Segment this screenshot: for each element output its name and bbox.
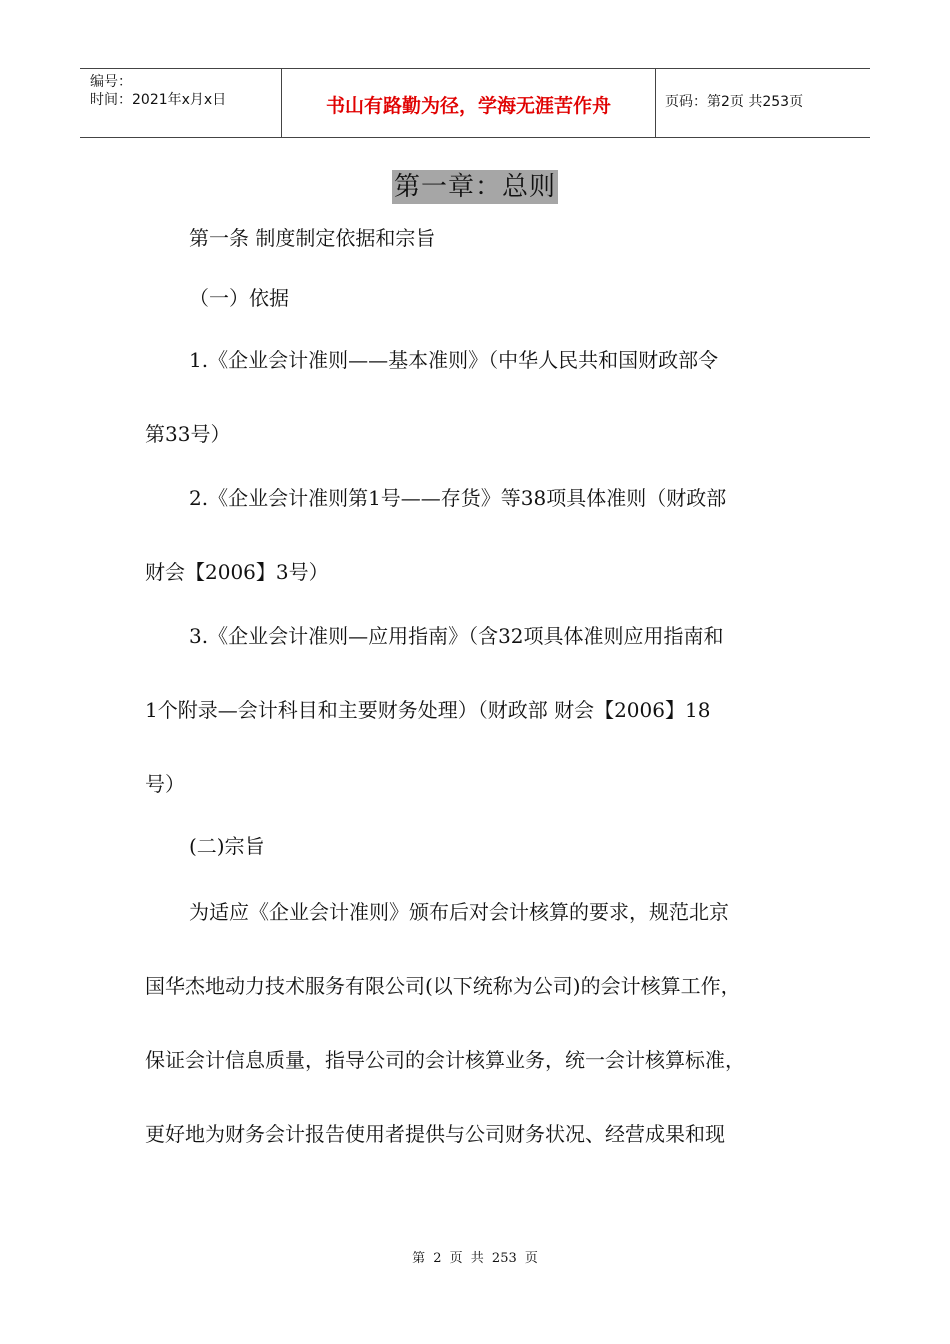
paragraph-line: 号） xyxy=(145,772,185,796)
header-motto: 书山有路勤为径，学海无涯苦作舟 xyxy=(325,95,611,117)
paragraph-line: 第33号） xyxy=(145,422,231,446)
header-center-cell xyxy=(281,69,656,137)
paragraph-line: 2.《企业会计准则第1号——存货》等38项具体准则（财政部 xyxy=(189,486,727,510)
paragraph-line: 1个附录—会计科目和主要财务处理）（财政部 财会【2006】18 xyxy=(145,698,711,722)
page-footer: 第 2 页 共 253 页 xyxy=(412,1251,538,1266)
paragraph-line: 3.《企业会计准则—应用指南》（含32项具体准则应用指南和 xyxy=(189,624,724,648)
paragraph-line: 1.《企业会计准则——基本准则》（中华人民共和国财政部令 xyxy=(189,348,719,372)
document-time-label: 时间：2021年x月x日 xyxy=(90,92,227,108)
paragraph-line: 为适应《企业会计准则》颁布后对会计核算的要求，规范北京 xyxy=(189,900,729,924)
paragraph-line: 更好地为财务会计报告使用者提供与公司财务状况、经营成果和现 xyxy=(145,1122,725,1146)
document-number-label: 编号： xyxy=(90,74,132,90)
paragraph-line: 保证会计信息质量，指导公司的会计核算业务，统一会计核算标准， xyxy=(145,1048,745,1072)
chapter-title-text: 第一章：总则 xyxy=(393,172,556,202)
paragraph-line: 第一条 制度制定依据和宗旨 xyxy=(189,226,436,250)
paragraph-line: 国华杰地动力技术服务有限公司(以下统称为公司)的会计核算工作， xyxy=(145,974,741,998)
chapter-title xyxy=(0,166,950,203)
paragraph-line: (二)宗旨 xyxy=(189,834,265,858)
paragraph-line: （一）依据 xyxy=(189,286,289,310)
header-page-info: 页码：第2页 共253页 xyxy=(665,94,804,110)
header-left-cell xyxy=(80,69,281,137)
header-table xyxy=(80,68,870,138)
header-right-cell xyxy=(655,69,870,137)
paragraph-line: 财会【2006】3号） xyxy=(145,560,329,584)
